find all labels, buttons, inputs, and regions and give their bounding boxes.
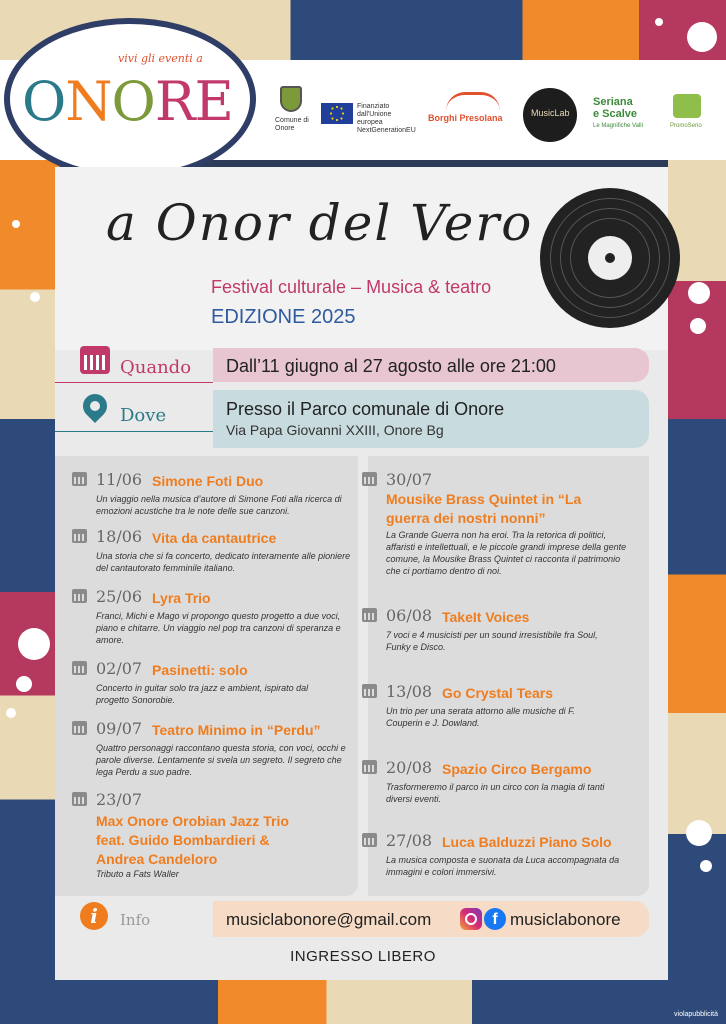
- event-item: [72, 527, 357, 577]
- event-item: [362, 758, 647, 808]
- calendar-small-icon: [72, 529, 87, 543]
- calendar-small-icon: [362, 472, 377, 486]
- event-desc: Un viaggio nella musica d’autore di Simone Foti alla ricerca di emozioni acustiche tra le note delle sue canzoni.: [96, 494, 342, 516]
- event-date: 09/07: [96, 719, 143, 738]
- where-divider: [55, 431, 213, 432]
- calendar-small-icon: [72, 721, 87, 735]
- event-desc: Un trio per una serata attorno alle musiche di F. Couperin e J. Dowland.: [386, 706, 575, 728]
- where-address: Via Papa Giovanni XXIII, Onore Bg: [226, 422, 444, 438]
- logo-tagline: vivi gli eventi a: [118, 52, 203, 65]
- sponsor-comune: Comune di Onore: [275, 117, 309, 132]
- event-title: Luca Balduzzi Piano Solo: [442, 834, 612, 850]
- vinyl-record-icon: [540, 188, 680, 328]
- calendar-small-icon: [362, 760, 377, 774]
- calendar-icon: [80, 346, 110, 374]
- comune-crest-icon: [280, 86, 302, 112]
- credit-text: violapubblicità: [674, 1011, 718, 1018]
- where-value: Presso il Parco comunale di Onore: [226, 399, 505, 419]
- sponsor-seriana-sub: Le Magnifiche Valli: [593, 123, 643, 129]
- borghi-logo-icon: [446, 92, 500, 111]
- event-desc: Concerto in guitar solo tra jazz e ambient, ispirato dal progetto Sonorobie.: [96, 683, 309, 705]
- free-entry: INGRESSO LIBERO: [290, 948, 436, 965]
- event-item: [72, 719, 357, 781]
- event-title: Teatro Minimo in “Perdu”: [152, 722, 321, 738]
- calendar-small-icon: [72, 661, 87, 675]
- event-desc: Una storia che si fa concerto, dedicato interamente alle pioniere del cantautorato femminile italiano.: [96, 551, 351, 573]
- event-item: [362, 831, 647, 881]
- sponsor-eu: Finanziato dall'Unione europea NextGenerationEU: [357, 103, 416, 134]
- calendar-small-icon: [362, 684, 377, 698]
- info-icon: i: [80, 902, 108, 930]
- event-item: [72, 587, 357, 649]
- event-desc: 7 voci e 4 musicisti per un sound irresistibile fra Soul, Funky e Disco.: [386, 630, 598, 652]
- when-divider: [55, 382, 213, 383]
- calendar-small-icon: [362, 833, 377, 847]
- event-title: TakeIt Voices: [442, 609, 530, 625]
- sponsor-musiclab: MusicLab: [531, 108, 570, 118]
- info-email[interactable]: musiclabonore@gmail.com: [226, 910, 432, 929]
- event-date: 27/08: [386, 831, 433, 850]
- event-desc: La Grande Guerra non ha eroi. Tra la retorica di politici, affaristi e intellettuali, e le piccole grandi imprese della gente comune, la Mousike Brass Quintet ci racconta il patrimonio che ci portiamo dentro di noi.: [386, 530, 627, 576]
- logo-wordmark: ONORE: [22, 70, 233, 133]
- event-item: [72, 659, 357, 709]
- event-date: 25/06: [96, 587, 143, 606]
- festival-edition: EDIZIONE 2025: [211, 306, 356, 328]
- event-desc: Trasformeremo il parco in un circo con la magia di tanti diversi eventi.: [386, 782, 605, 804]
- event-title: Vita da cantautrice: [152, 530, 277, 546]
- event-title: Simone Foti Duo: [152, 473, 264, 489]
- event-item: [72, 790, 357, 882]
- event-item: [362, 606, 647, 656]
- event-date: 02/07: [96, 659, 143, 678]
- event-title: Spazio Circo Bergamo: [442, 761, 592, 777]
- event-item: [362, 682, 647, 732]
- event-desc: Franci, Michi e Mago vi propongo questo progetto a due voci, piano e chitarre. Un viaggio nel pop tra canzoni di speranza e amore.: [96, 611, 341, 645]
- sponsor-borghi: Borghi Presolana: [428, 113, 503, 123]
- event-date: 20/08: [386, 758, 433, 777]
- event-date: 06/08: [386, 606, 433, 625]
- when-value: Dall’11 giugno al 27 agosto alle ore 21:00: [226, 356, 556, 376]
- sponsor-seriana: Seriana e Scalve: [593, 96, 638, 120]
- event-date: 18/06: [96, 527, 143, 546]
- event-date: 11/06: [96, 470, 143, 489]
- promoserio-logo-icon: [673, 94, 701, 118]
- event-date: 30/07: [386, 470, 433, 489]
- event-date: 13/08: [386, 682, 433, 701]
- event-date: 23/07: [96, 790, 143, 809]
- festival-subtitle: Festival culturale – Musica & teatro: [211, 277, 492, 297]
- eu-flag-icon: [321, 103, 353, 124]
- event-item: [362, 470, 647, 580]
- when-label: Quando: [120, 357, 192, 378]
- event-item: [72, 470, 357, 520]
- event-title: Lyra Trio: [152, 590, 211, 606]
- festival-title: a Onor del Vero: [106, 194, 534, 252]
- event-title: Mousike Brass Quintet in “La guerra dei nostri nonni”: [386, 491, 582, 526]
- calendar-small-icon: [72, 472, 87, 486]
- info-label: Info: [120, 911, 151, 929]
- instagram-icon[interactable]: [460, 908, 482, 930]
- event-desc: La musica composta e suonata da Luca accompagnata da immagini e colori immersivi.: [386, 855, 620, 877]
- where-label: Dove: [120, 405, 167, 426]
- sponsor-promo: PromoSerio: [670, 123, 702, 129]
- event-title: Pasinetti: solo: [152, 662, 248, 678]
- event-title: Max Onore Orobian Jazz Trio feat. Guido Bombardieri & Andrea Candeloro: [96, 813, 289, 867]
- event-title: Go Crystal Tears: [442, 685, 554, 701]
- calendar-small-icon: [72, 792, 87, 806]
- event-desc: Tributo a Fats Waller: [96, 869, 179, 879]
- calendar-small-icon: [72, 589, 87, 603]
- facebook-icon[interactable]: f: [484, 908, 506, 930]
- info-social[interactable]: musiclabonore: [510, 910, 621, 929]
- calendar-small-icon: [362, 608, 377, 622]
- event-desc: Quattro personaggi raccontano questa storia, con voci, occhi e parole diverse. Lentamente si svela un segreto. Il segreto che lega Perdu a suo padre.: [96, 743, 346, 777]
